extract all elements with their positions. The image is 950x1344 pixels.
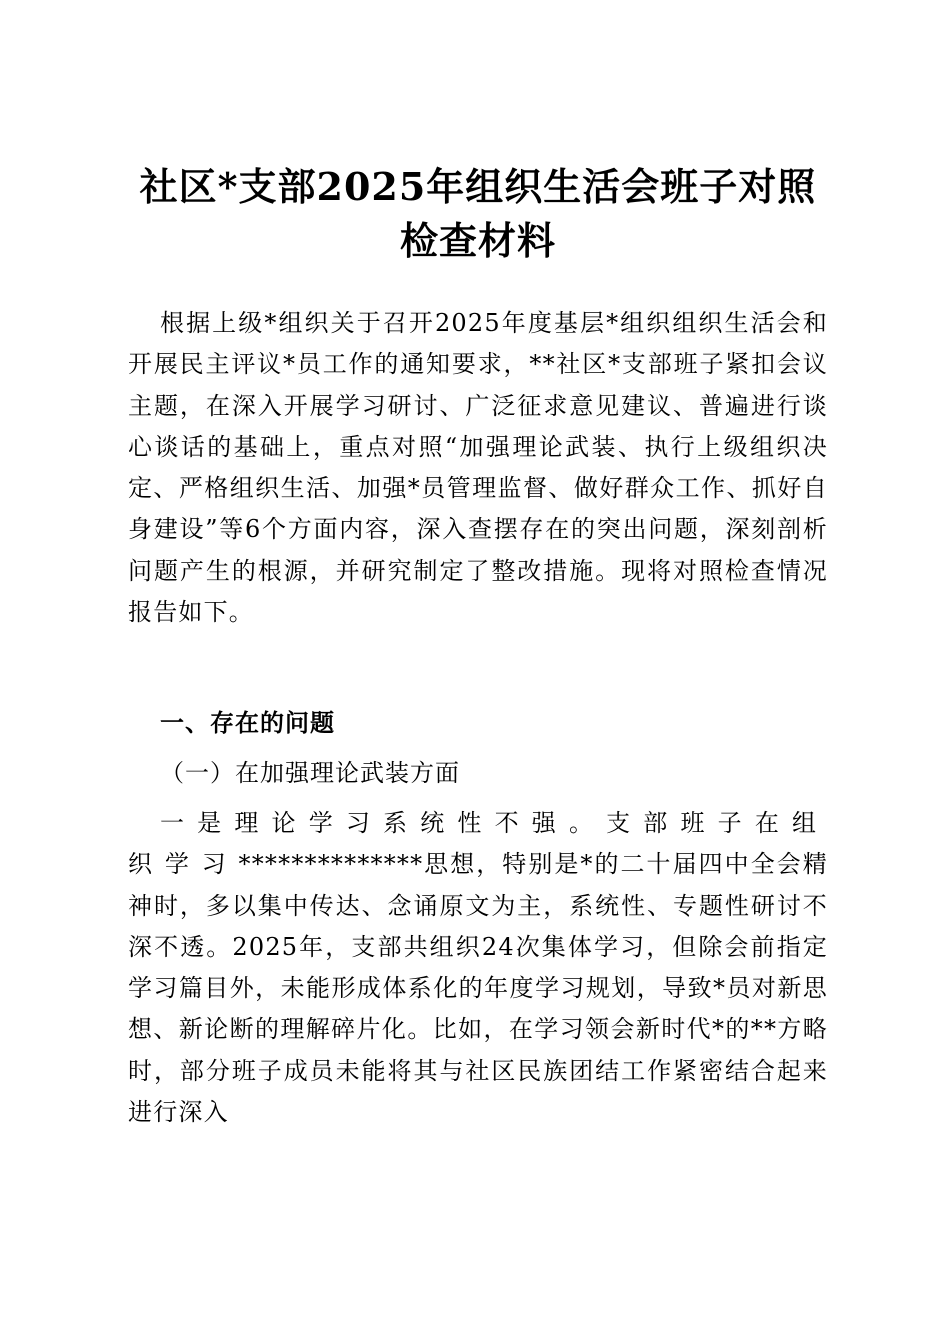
problem-paragraph <box>128 803 828 1133</box>
section-heading: 一、存在的问题 <box>160 709 335 737</box>
intro-paragraph: 根据上级*组织关于召开2025年度基层*组织组织生活会和开展民主评议*员工作的通知要求，**社区*支部班子紧扣会议主题，在深入开展学习研讨、广泛征求意见建议、普遍进行谈心谈话的基础上，重点对照“加强理论武装、执行上级组织决定、严格组织生活、加强*员管理监督、做好群众工作、抓好自身建设”等6个方面内容，深入查摆存在的突出问题，深刻剖析问题产生的根源，并研究制定了整改措施。现将对照检查情况报告如下。 <box>128 309 828 627</box>
subsection-heading: （一）在加强理论武装方面 <box>160 759 460 787</box>
problem-paragraph-lead: 一是理论学习系统性不强。支部班子在组织学习 <box>128 809 828 879</box>
document-title: 社区*支部2025年组织生活会班子对照检查材料 <box>139 164 817 263</box>
problem-paragraph-body: **************思想，特别是*的二十届四中全会精神时，多以集中传达、念诵原文为主，系统性、专题性研讨不深不透。2025年，支部共组织24次集体学习，但除会前指定学习篇目外，未能形成体系化的年度学习规划，导致*员对新思想、新论断的理解碎片化。比如，在学习领会新时代*的**方略时，部分班子成员未能将其与社区民族团结工作紧密结合起来进行深入 <box>128 850 829 1127</box>
